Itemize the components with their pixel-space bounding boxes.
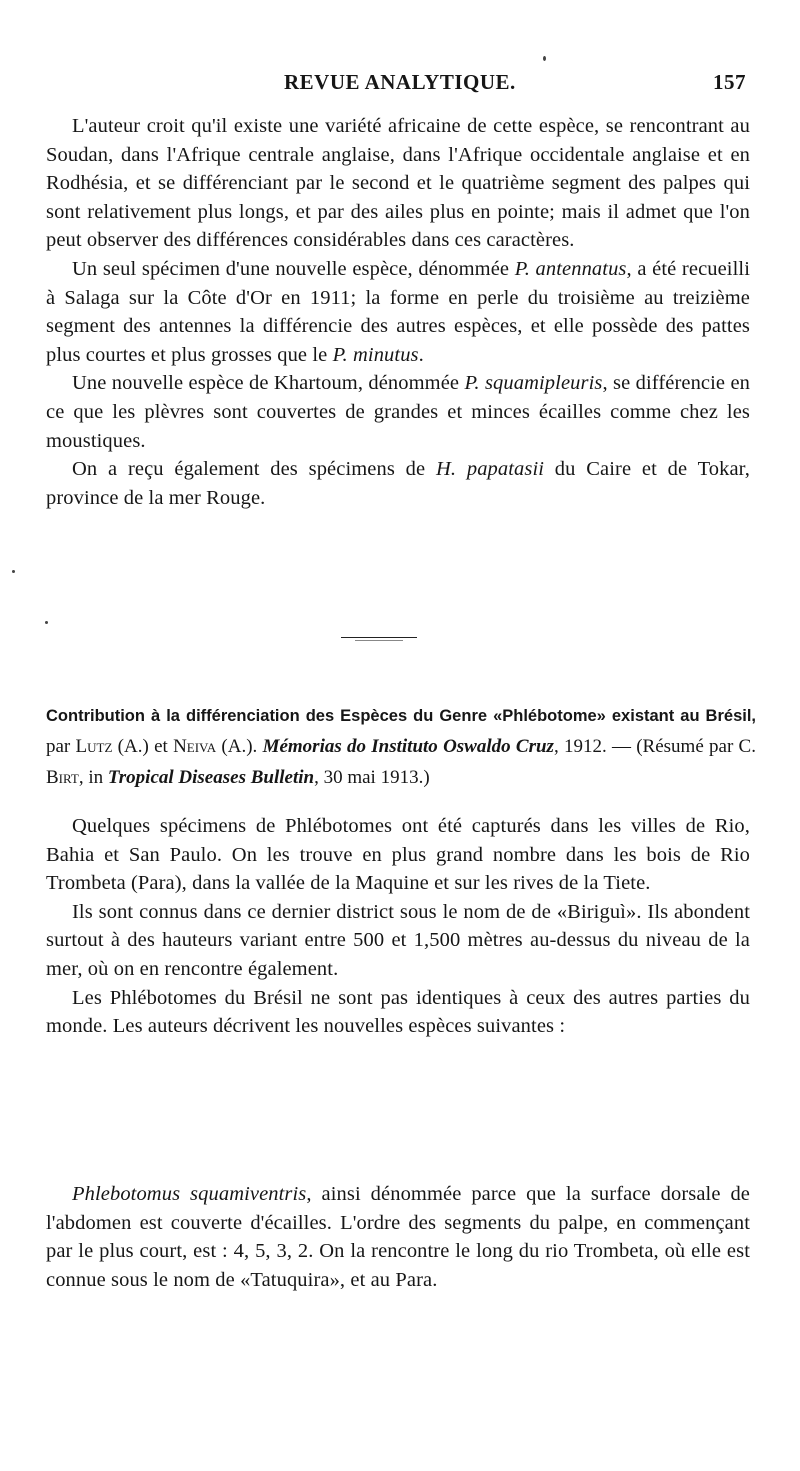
paragraph: On a reçu également des spécimens de H. papatasii du Caire et de Tokar, province de la mer Rouge. bbox=[46, 458, 750, 509]
article-heading: Contribution à la différenciation des Espèces du Genre «Phlébotome» existant au Brésil, par Lutz (A.) et Neiva (A.). Mémorias do Instituto Oswaldo Cruz, 1912. — (Résumé par C. Birt, in Tropical Diseases Bulletin, 30 mai 1913.) bbox=[46, 707, 756, 788]
reviewer-name: Birt bbox=[46, 767, 79, 788]
paragraph: Une nouvelle espèce de Khartoum, dénommée P. squamipleuris, se différencie en ce que les plèvres sont couvertes de grandes et minces écailles comme chez les moustiques. bbox=[46, 372, 750, 452]
section-one bbox=[46, 112, 750, 512]
paragraph: Quelques spécimens de Phlébotomes ont été capturés dans les villes de Rio, Bahia et San Paulo. On les trouve en plus grand nombre dans les bois de Rio Trombeta (Para), dans la vallée de la Maquine et sur les rives de la Tiete. bbox=[46, 815, 750, 895]
species-name: Phlebotomus squamiventris bbox=[72, 1183, 307, 1205]
page-header bbox=[46, 64, 746, 100]
bulletin-name: Tropical Diseases Bulletin bbox=[107, 767, 315, 788]
author-name: Lutz bbox=[75, 736, 113, 757]
section-three bbox=[46, 1180, 750, 1294]
section-divider bbox=[341, 637, 417, 638]
article-title: Contribution à la différenciation des Espèces du Genre «Phlébotome» existant au Brésil, bbox=[46, 707, 756, 725]
scan-speck bbox=[543, 56, 546, 61]
journal-name: Mémorias do Instituto Oswaldo Cruz bbox=[262, 736, 554, 757]
section-two bbox=[46, 812, 750, 1041]
paragraph: Les Phlébotomes du Brésil ne sont pas identiques à ceux des autres parties du monde. Les auteurs décrivent les nouvelles espèces suivantes : bbox=[46, 986, 750, 1038]
paragraph: L'auteur croit qu'il existe une variété africaine de cette espèce, se rencontrant au Soudan, dans l'Afrique centrale anglaise, dans l'Afrique occidentale anglaise et en Rodhésia, et se différenciant par le second et le quatrième segment des palpes qui sont relativement plus longs, et par des ailes plus en pointe; mais il admet que l'on peut observer des différences considérables dans ces caractères. bbox=[46, 115, 750, 252]
running-head: REVUE ANALYTIQUE. bbox=[284, 70, 516, 94]
paragraph: Ils sont connus dans ce dernier district sous le nom de de «Biriguì». Ils abondent surtout à des hauteurs variant entre 500 et 1,500 mètres au-dessus du niveau de la mer, où on en rencontre également. bbox=[46, 900, 750, 980]
paragraph: Un seul spécimen d'une nouvelle espèce, dénommée P. antennatus, a été recueilli à Salaga sur la Côte d'Or en 1911; la forme en perle du troisième au treizième segment des antennes la différencie des autres espèces, et elle possède des pattes plus courtes et plus grosses que le P. minutus. bbox=[46, 257, 750, 366]
paragraph: Phlebotomus squamiventris, ainsi dénommée parce que la surface dorsale de l'abdomen est couverte d'écailles. L'ordre des segments du palpe, en commençant par le plus court, est : 4, 5, 3, 2. On la rencontre le long du rio Trombeta, où elle est connue sous le nom de «Tatuquira», et au Para. bbox=[46, 1183, 750, 1291]
species-name: P. antennatus bbox=[514, 257, 627, 280]
species-name: P. minutus bbox=[332, 343, 419, 366]
species-name: H. papatasii bbox=[435, 458, 545, 481]
scan-speck bbox=[45, 621, 48, 624]
page-number: 157 bbox=[713, 70, 746, 94]
species-name: P. squamipleuris bbox=[464, 372, 603, 395]
scan-speck bbox=[12, 570, 15, 573]
author-name: Neiva bbox=[173, 736, 217, 757]
